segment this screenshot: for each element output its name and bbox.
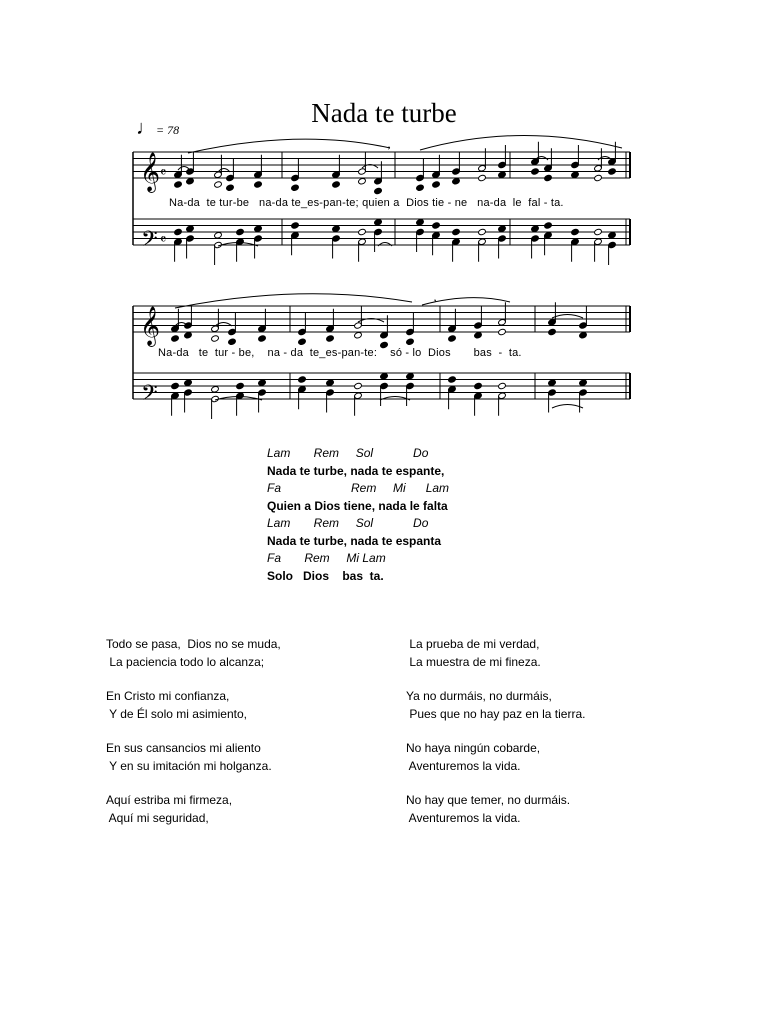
- notehead: [448, 335, 457, 342]
- notehead: [432, 181, 441, 188]
- chord-lyric-line: Solo Dios bas ta.: [267, 568, 384, 583]
- chord-lyric-line: Quien a Dios tiene, nada le falta: [267, 498, 448, 513]
- tempo-value: = 78: [156, 123, 180, 137]
- notehead: [254, 181, 263, 188]
- notehead: [498, 225, 507, 232]
- notehead: [608, 232, 617, 239]
- music-score: [0, 0, 768, 440]
- lyrics-system-1: Na-da te tur-be na-da te_es-pan-te; quien a Dios tie - ne na-da le fal - ta.: [169, 197, 564, 209]
- notehead: [186, 178, 195, 185]
- notehead: [326, 335, 335, 342]
- notehead: [452, 228, 461, 235]
- chord-lyric-line: Nada te turbe, nada te espante,: [267, 463, 445, 478]
- common-time-icon: 𝄴: [160, 232, 167, 248]
- notehead: [186, 225, 195, 232]
- notehead: [579, 379, 588, 386]
- notehead: [374, 219, 383, 226]
- notehead: [258, 379, 267, 386]
- notehead: [531, 168, 540, 175]
- notehead: [358, 178, 367, 185]
- notehead: [548, 328, 557, 335]
- notehead: [406, 338, 415, 345]
- notehead: [254, 225, 263, 232]
- verse-right: No hay que temer, no durmáis. Aventuremos la vida.: [406, 793, 571, 825]
- notehead: [214, 181, 223, 188]
- ties-slurs: [175, 157, 612, 409]
- notehead: [211, 335, 220, 342]
- notehead: [326, 379, 335, 386]
- notehead: [374, 187, 383, 194]
- chord-lyric-line: Nada te turbe, nada te espanta: [267, 533, 442, 548]
- notehead: [236, 382, 245, 389]
- notehead: [258, 335, 267, 342]
- notehead: [544, 222, 553, 229]
- notehead: [474, 332, 483, 339]
- notehead: [228, 338, 237, 345]
- notehead: [474, 382, 483, 389]
- notehead: [298, 376, 307, 383]
- notehead: [544, 174, 553, 181]
- notehead: [579, 332, 588, 339]
- notehead: [608, 168, 617, 175]
- score-title: Nada te turbe: [311, 98, 457, 128]
- notehead: [380, 373, 389, 380]
- chord-line: Fa Rem Mi Lam: [267, 551, 386, 565]
- notehead: [531, 225, 540, 232]
- notehead: [354, 332, 363, 339]
- notehead: [174, 228, 183, 235]
- bass-clef-icon: 𝄢: [141, 227, 158, 257]
- notehead: [448, 376, 457, 383]
- notehead: [452, 178, 461, 185]
- notehead: [594, 174, 603, 181]
- notehead: [332, 225, 341, 232]
- notehead: [432, 222, 441, 229]
- notehead: [498, 382, 507, 389]
- notehead: [214, 232, 223, 239]
- notehead: [236, 228, 245, 235]
- notehead: [416, 184, 425, 191]
- notehead: [498, 171, 507, 178]
- notehead: [291, 184, 300, 191]
- notehead: [478, 228, 487, 235]
- verse-right: La prueba de mi verdad, La muestra de mi fineza.: [409, 637, 541, 669]
- tie: [552, 405, 583, 409]
- quarter-note-icon: ♩: [136, 117, 156, 139]
- notehead: [291, 222, 300, 229]
- treble-clef-icon: 𝄞: [140, 152, 161, 192]
- common-time-icon: 𝄴: [160, 165, 167, 181]
- notes: [171, 142, 617, 419]
- treble-clef-icon: 𝄞: [140, 306, 161, 346]
- notehead: [298, 338, 307, 345]
- verse-left: En sus cansancios mi aliento Y en su imitación mi holganza.: [106, 741, 272, 773]
- notehead: [332, 181, 341, 188]
- chord-line: Lam Rem Sol Do: [267, 516, 429, 530]
- lyrics-system-2: Na-da te tur - be, na - da te_es-pan-te: só - lo Dios bas - ta.: [158, 347, 522, 359]
- notehead: [174, 181, 183, 188]
- verse-left: En Cristo mi confianza, Y de Él solo mi asimiento,: [106, 689, 247, 721]
- notehead: [354, 382, 363, 389]
- notehead: [594, 228, 603, 235]
- notehead: [171, 382, 180, 389]
- notehead: [406, 373, 415, 380]
- bass-clef-icon: 𝄢: [141, 381, 158, 411]
- phrase-slur: [420, 135, 622, 150]
- verse-right: Ya no durmáis, no durmáis, Pues que no hay paz en la tierra.: [406, 689, 586, 721]
- notehead: [416, 219, 425, 226]
- notehead: [571, 171, 580, 178]
- chord-line: Lam Rem Sol Do: [267, 446, 429, 460]
- verse-left: Todo se pasa, Dios no se muda, La paciencia todo lo alcanza;: [106, 637, 281, 669]
- notehead: [184, 332, 193, 339]
- notehead: [184, 379, 193, 386]
- verse-right: No haya ningún cobarde, Aventuremos la vida.: [406, 741, 541, 773]
- notehead: [571, 228, 580, 235]
- chord-line: Fa Rem Mi Lam: [267, 481, 450, 495]
- notehead: [226, 184, 235, 191]
- notehead: [171, 335, 180, 342]
- notehead: [548, 379, 557, 386]
- breath-mark-icon: ’: [433, 296, 437, 310]
- notehead: [478, 174, 487, 181]
- breath-mark-icon: ’: [387, 143, 391, 157]
- notehead: [498, 328, 507, 335]
- chord-chart: [267, 445, 449, 585]
- notehead: [211, 386, 220, 393]
- clefs: [140, 152, 166, 411]
- verse-left: Aquí estriba mi firmeza, Aquí mi seguridad,: [106, 793, 233, 825]
- phrase-slur: [188, 139, 390, 153]
- notehead: [358, 228, 367, 235]
- tie: [552, 315, 583, 319]
